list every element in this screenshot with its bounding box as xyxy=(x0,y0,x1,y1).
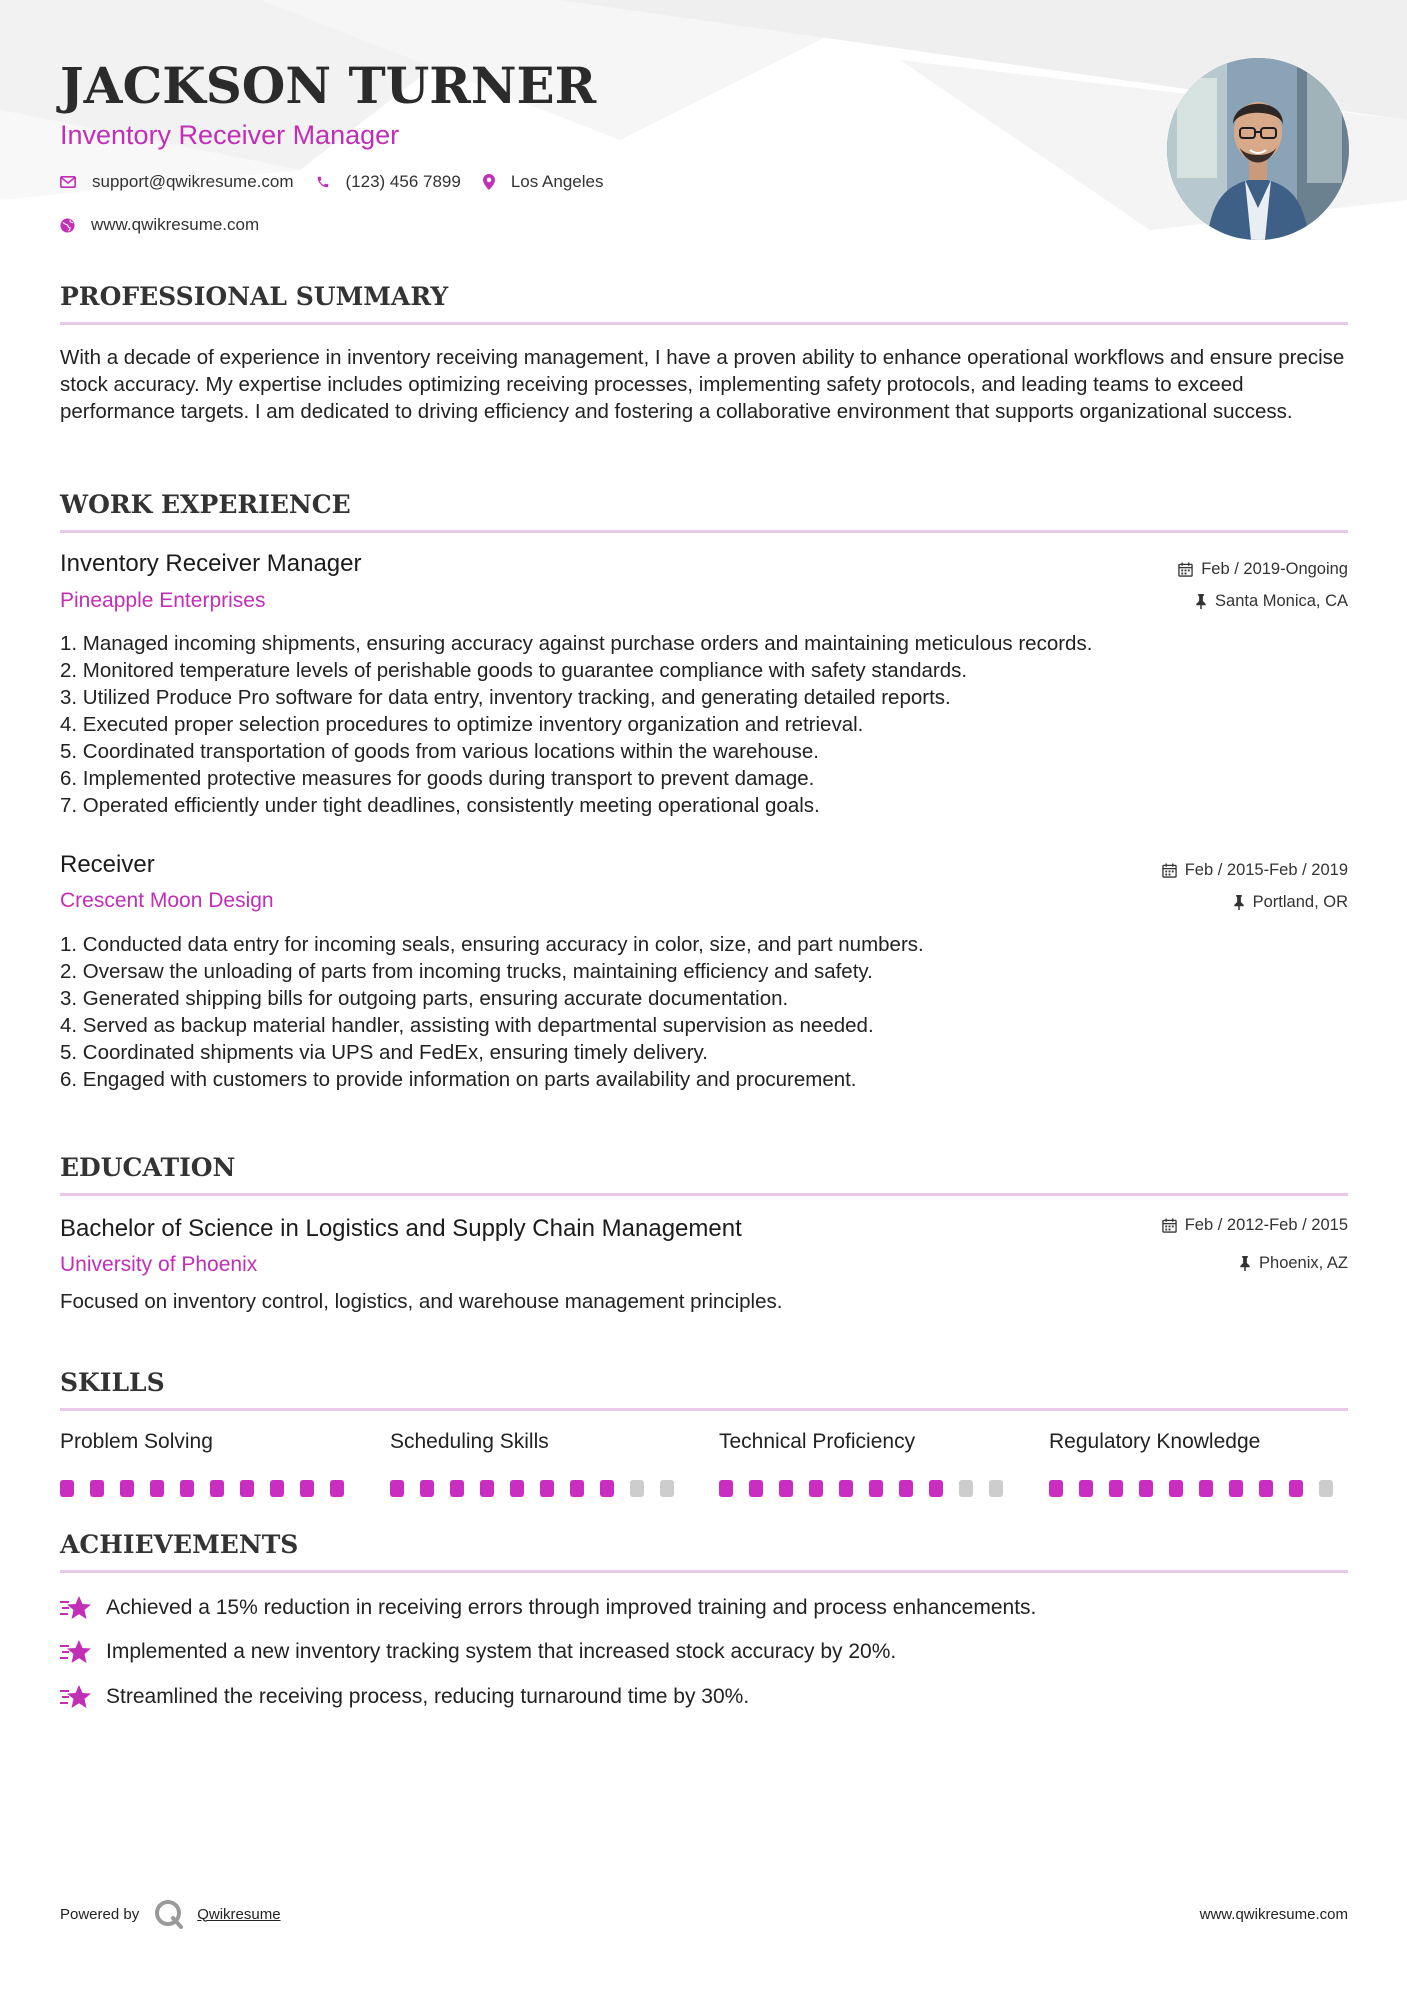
skill-dot-filled xyxy=(1109,1480,1123,1497)
skill-item xyxy=(719,1430,1019,1497)
list-item: 1. Conducted data entry for incoming seals, ensuring accuracy in color, size, and part numbers. xyxy=(60,933,924,956)
job-company: Pineapple Enterprises xyxy=(60,589,266,612)
job-company: Crescent Moon Design xyxy=(60,889,274,912)
footer-powered-by xyxy=(60,1898,281,1930)
list-item: 1. Managed incoming shipments, ensuring accuracy against purchase orders and maintaining meticulous records. xyxy=(60,632,1093,655)
skill-dot-filled xyxy=(210,1480,224,1497)
skill-dot-filled xyxy=(1049,1480,1063,1497)
qwikresume-link[interactable]: Qwikresume xyxy=(197,1905,281,1923)
profile-photo xyxy=(1167,58,1349,240)
contact-phone[interactable] xyxy=(316,172,461,192)
avatar xyxy=(1167,58,1349,240)
list-item: 6. Engaged with customers to provide information on parts availability and procurement. xyxy=(60,1068,857,1091)
list-item: 3. Generated shipping bills for outgoing parts, ensuring accurate documentation. xyxy=(60,987,789,1010)
skill-dot-filled xyxy=(570,1480,584,1497)
section-divider xyxy=(60,1570,1348,1573)
contact-row-1 xyxy=(60,172,625,192)
skill-dot-filled xyxy=(809,1480,823,1497)
education-school: University of Phoenix xyxy=(60,1253,258,1276)
education-location xyxy=(1239,1254,1348,1273)
list-item: 2. Monitored temperature levels of perishable goods to guarantee compliance with safety standards. xyxy=(60,659,968,682)
skill-dot-empty xyxy=(630,1480,644,1497)
contact-email[interactable] xyxy=(60,172,294,192)
skill-dot-filled xyxy=(60,1480,74,1497)
section-title-achievements: ACHIEVEMENTS xyxy=(60,1530,299,1559)
summary-text: With a decade of experience in inventory receiving management, I have a proven ability to enhance operational workflows and ensure precise stock accuracy. My expertise includes optimizing receiving processes, implementing safety protocols, and leading teams to exceed performance targets. I am dedicated to driving efficiency and fostering a collaborative environment that supports organizational success. xyxy=(60,346,1345,423)
job-dates xyxy=(1178,560,1348,579)
skill-item xyxy=(1049,1430,1349,1497)
job-dates-text: Feb / 2019-Ongoing xyxy=(1201,560,1348,578)
globe-icon xyxy=(60,218,75,233)
pushpin-icon xyxy=(1233,895,1245,910)
skill-rating xyxy=(390,1480,690,1497)
list-item: 4. Executed proper selection procedures to optimize inventory organization and retrieval. xyxy=(60,713,864,736)
skill-name: Scheduling Skills xyxy=(390,1430,549,1453)
job-dates-text: Feb / 2015-Feb / 2019 xyxy=(1184,861,1348,879)
skill-dot-empty xyxy=(959,1480,973,1497)
phone-icon xyxy=(316,175,330,189)
skill-dot-filled xyxy=(1139,1480,1153,1497)
list-item: 5. Coordinated shipments via UPS and FedEx, ensuring timely delivery. xyxy=(60,1041,708,1064)
skill-dot-filled xyxy=(420,1480,434,1497)
section-divider xyxy=(60,1193,1348,1196)
skill-dot-filled xyxy=(240,1480,254,1497)
skill-dot-filled xyxy=(779,1480,793,1497)
skill-dot-filled xyxy=(150,1480,164,1497)
skill-item xyxy=(390,1430,690,1497)
skill-dot-filled xyxy=(330,1480,344,1497)
skill-rating xyxy=(719,1480,1019,1497)
list-item: 2. Oversaw the unloading of parts from incoming trucks, maintaining efficiency and safety. xyxy=(60,960,873,983)
education-dates xyxy=(1162,1216,1348,1235)
skill-dot-filled xyxy=(749,1480,763,1497)
achievement-text: Implemented a new inventory tracking system that increased stock accuracy by 20%. xyxy=(106,1640,897,1663)
skill-dot-filled xyxy=(120,1480,134,1497)
skill-item xyxy=(60,1430,360,1497)
contact-row-2 xyxy=(60,215,281,235)
section-divider xyxy=(60,530,1348,533)
skill-dot-filled xyxy=(1289,1480,1303,1497)
job-title: Receiver xyxy=(60,851,155,878)
achievement-item xyxy=(60,1593,1036,1623)
skill-dot-filled xyxy=(929,1480,943,1497)
job-bullets xyxy=(60,931,1350,1093)
candidate-title: Inventory Receiver Manager xyxy=(60,120,400,150)
pushpin-icon xyxy=(1195,594,1207,609)
skill-dot-filled xyxy=(480,1480,494,1497)
skill-dot-filled xyxy=(270,1480,284,1497)
calendar-icon xyxy=(1162,863,1177,878)
job-location-text: Santa Monica, CA xyxy=(1215,592,1348,610)
education-degree: Bachelor of Science in Logistics and Supply Chain Management xyxy=(60,1215,742,1242)
job-location xyxy=(1233,893,1348,912)
achievement-item xyxy=(60,1637,896,1667)
calendar-icon xyxy=(1178,562,1193,577)
envelope-icon xyxy=(60,176,76,188)
skill-dot-filled xyxy=(1079,1480,1093,1497)
list-item: 3. Utilized Produce Pro software for data entry, inventory tracking, and generating detailed reports. xyxy=(60,686,951,709)
contact-website[interactable] xyxy=(60,215,259,235)
achievement-text: Streamlined the receiving process, reducing turnaround time by 30%. xyxy=(106,1685,750,1708)
phone-text: (123) 456 7899 xyxy=(345,172,461,191)
skill-name: Regulatory Knowledge xyxy=(1049,1430,1261,1453)
skill-rating xyxy=(1049,1480,1349,1497)
achievement-item xyxy=(60,1682,749,1712)
skill-dot-filled xyxy=(839,1480,853,1497)
skill-dot-filled xyxy=(180,1480,194,1497)
job-title: Inventory Receiver Manager xyxy=(60,550,362,577)
candidate-name: JACKSON TURNER xyxy=(60,56,597,115)
section-divider xyxy=(60,1408,1348,1411)
list-item: 6. Implemented protective measures for goods during transport to prevent damage. xyxy=(60,767,815,790)
skill-dot-empty xyxy=(1319,1480,1333,1497)
section-title-education: EDUCATION xyxy=(60,1153,236,1182)
section-divider xyxy=(60,322,1348,325)
section-title-summary: PROFESSIONAL SUMMARY xyxy=(60,282,449,311)
skill-dot-filled xyxy=(719,1480,733,1497)
achievement-text: Achieved a 15% reduction in receiving errors through improved training and process enhancements. xyxy=(106,1596,1037,1619)
skill-dot-filled xyxy=(1259,1480,1273,1497)
list-item: 4. Served as backup material handler, assisting with departmental supervision as needed. xyxy=(60,1014,874,1037)
skill-dot-filled xyxy=(1229,1480,1243,1497)
star-icon xyxy=(60,1593,92,1623)
skill-dot-filled xyxy=(1199,1480,1213,1497)
skill-dot-filled xyxy=(600,1480,614,1497)
list-item: 7. Operated efficiently under tight deadlines, consistently meeting operational goals. xyxy=(60,794,820,817)
section-title-skills: SKILLS xyxy=(60,1368,165,1397)
skill-dot-filled xyxy=(510,1480,524,1497)
pushpin-icon xyxy=(1239,1256,1251,1271)
education-description: Focused on inventory control, logistics, and warehouse management principles. xyxy=(60,1290,783,1313)
skill-dot-filled xyxy=(450,1480,464,1497)
skill-name: Problem Solving xyxy=(60,1430,213,1453)
skill-name: Technical Proficiency xyxy=(719,1430,916,1453)
email-text: support@qwikresume.com xyxy=(92,172,294,191)
education-dates-text: Feb / 2012-Feb / 2015 xyxy=(1184,1216,1348,1234)
star-icon xyxy=(60,1637,92,1667)
skill-dot-filled xyxy=(90,1480,104,1497)
skill-dot-filled xyxy=(869,1480,883,1497)
job-location xyxy=(1195,592,1348,611)
job-bullets xyxy=(60,630,1350,819)
footer-url[interactable]: www.qwikresume.com xyxy=(1199,1906,1348,1923)
calendar-icon xyxy=(1162,1218,1177,1233)
skill-dot-filled xyxy=(899,1480,913,1497)
skill-rating xyxy=(60,1480,360,1497)
skill-dot-filled xyxy=(1169,1480,1183,1497)
skill-dot-filled xyxy=(390,1480,404,1497)
qwikresume-logo-icon xyxy=(153,1898,185,1930)
star-icon xyxy=(60,1682,92,1712)
powered-by-text: Powered by xyxy=(60,1905,140,1923)
skill-dot-empty xyxy=(660,1480,674,1497)
list-item: 5. Coordinated transportation of goods from various locations within the warehouse. xyxy=(60,740,819,763)
skill-dot-empty xyxy=(989,1480,1003,1497)
website-text: www.qwikresume.com xyxy=(91,215,260,234)
contact-location xyxy=(483,172,604,192)
skill-dot-filled xyxy=(540,1480,554,1497)
section-title-experience: WORK EXPERIENCE xyxy=(60,490,351,519)
map-pin-icon xyxy=(483,174,495,190)
skill-dot-filled xyxy=(300,1480,314,1497)
education-location-text: Phoenix, AZ xyxy=(1259,1254,1348,1272)
job-location-text: Portland, OR xyxy=(1252,893,1348,911)
location-text: Los Angeles xyxy=(510,172,604,191)
job-dates xyxy=(1162,861,1348,880)
